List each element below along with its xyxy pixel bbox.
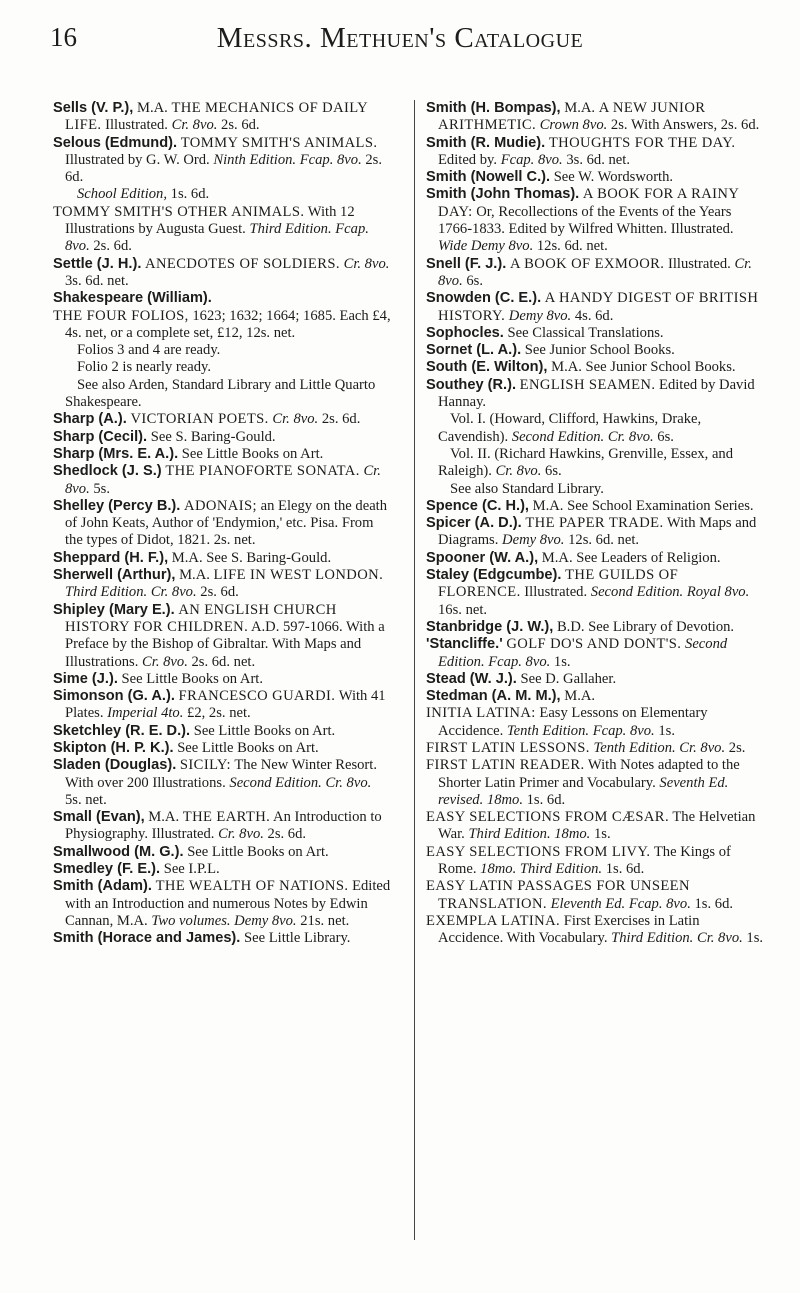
entry-title: THOUGHTS FOR THE DAY. — [548, 134, 736, 151]
entry-text: See W. Wordsworth. — [550, 169, 674, 186]
entry-title: EASY SELECTIONS FROM LIVY. — [426, 843, 651, 860]
catalogue-entry — [426, 567, 764, 619]
catalogue-entry — [426, 705, 764, 740]
entry-author: Selous (Edmund). — [53, 134, 178, 151]
catalogue-entry — [426, 325, 764, 342]
entry-author: Smallwood (M. G.). — [53, 843, 184, 860]
entry-format: Second Edition. Cr. 8vo. — [511, 428, 654, 445]
entry-title: TOMMY SMITH'S OTHER ANIMALS. — [53, 203, 305, 220]
entry-text: 1s. — [654, 722, 675, 739]
catalogue-entry — [53, 429, 391, 446]
catalogue-entry — [426, 186, 764, 255]
entry-author: Smith (H. Bompas), — [426, 100, 561, 116]
entry-author: Sharp (Mrs. E. A.). — [53, 445, 179, 462]
entry-format: Eleventh Ed. Fcap. 8vo. — [550, 895, 691, 912]
catalogue-entry — [426, 446, 764, 481]
entry-text: See Junior School Books. — [521, 342, 675, 359]
catalogue-entry — [426, 411, 764, 446]
catalogue-entry — [426, 550, 764, 567]
entry-title: A BOOK FOR A RAINY DAY: — [438, 186, 739, 220]
entry-text: See also Arden, Standard Library and Little Quarto Shakespeare. — [65, 376, 376, 411]
entry-author: Smith (Adam). — [53, 878, 152, 895]
catalogue-entry — [53, 359, 391, 376]
entry-title: SICILY: — [179, 757, 231, 774]
catalogue-entry — [53, 602, 391, 671]
catalogue-entry — [426, 256, 764, 291]
entry-author: Snowden (C. E.). — [426, 290, 542, 307]
entry-author: Staley (Edgcumbe). — [426, 567, 562, 584]
entry-author: Sells (V. P.), — [53, 100, 134, 116]
entry-title: LIFE IN WEST LONDON. — [213, 567, 384, 584]
entry-title: THE MECHANICS OF DAILY LIFE. — [65, 100, 368, 134]
catalogue-entry — [53, 688, 391, 723]
catalogue-column-right — [426, 100, 764, 948]
entry-text: With Maps and Diagrams. — [438, 515, 757, 549]
entry-author: Snell (F. J.). — [426, 255, 507, 272]
entry-text: M.A. See Leaders of Religion. — [538, 549, 721, 566]
entry-author: Sheppard (H. F.), — [53, 549, 169, 566]
entry-format: Ninth Edition. Fcap. 8vo. — [213, 151, 362, 168]
catalogue-entry — [426, 740, 764, 757]
catalogue-entry — [53, 204, 391, 256]
entry-text: 1623; 1632; 1664; 1685. Each £4, 4s. net, or a complete set, £12, 12s. net. — [65, 307, 391, 341]
catalogue-entry — [53, 844, 391, 861]
entry-format: Third Edition. Fcap. 8vo. — [65, 221, 369, 255]
entry-text: £2, 2s. net. — [183, 705, 251, 722]
entry-title: THE WEALTH OF NATIONS. — [155, 878, 349, 895]
entry-title: VICTORIAN POETS. — [130, 411, 269, 428]
entry-text: The New Winter Resort. With over 200 Illustrations. — [65, 757, 377, 791]
entry-author: Sime (J.). — [53, 670, 118, 687]
entry-format: Second Edition. Fcap. 8vo. — [438, 636, 728, 670]
entry-text: 21s. net. — [296, 912, 350, 929]
entry-format: Cr. 8vo. — [171, 117, 218, 134]
catalogue-entry — [426, 377, 764, 412]
entry-text: Vol. II. (Richard Hawkins, Grenville, Essex, and Raleigh). — [438, 445, 734, 480]
entry-text: An Introduction to Physiography. Illustrated. — [65, 809, 382, 843]
entry-text: M.A. — [133, 100, 172, 116]
entry-author: South (E. Wilton), — [426, 359, 548, 376]
catalogue-entry — [426, 619, 764, 636]
catalogue-entry — [426, 636, 764, 671]
entry-text: Illustrated by G. W. Ord. — [65, 151, 214, 168]
entry-title: THE EARTH. — [182, 809, 271, 826]
catalogue-entry — [426, 688, 764, 705]
entry-text: 1s. — [590, 826, 611, 843]
entry-text: 2s. 6d. net. — [187, 653, 256, 670]
entry-text: See Little Books on Art. — [178, 445, 324, 462]
catalogue-entry — [53, 861, 391, 878]
entry-format: Cr. 8vo. — [343, 255, 390, 272]
catalogue-entry — [426, 844, 764, 879]
entry-author: Smith (R. Mudie). — [426, 134, 546, 151]
entry-title: INITIA LATINA: — [426, 705, 536, 722]
entry-text: 1s. 6d. — [522, 791, 566, 808]
entry-author: Spence (C. H.), — [426, 497, 529, 514]
entry-text: 2s. 6d. — [89, 238, 132, 255]
catalogue-entry — [53, 930, 391, 947]
entry-text: First Exercises in Latin Accidence. With Vocabulary. — [438, 912, 700, 947]
entry-text: Folios 3 and 4 are ready. — [77, 342, 221, 359]
entry-author: Spooner (W. A.), — [426, 549, 539, 566]
entry-author: Simonson (G. A.). — [53, 688, 175, 705]
entry-text: 6s. — [541, 463, 562, 480]
entry-format: Cr. 8vo. — [495, 463, 542, 480]
catalogue-entry — [426, 359, 764, 376]
entry-title: EXEMPLA LATINA. — [426, 912, 561, 929]
entry-text: 2s. 6d. — [217, 117, 260, 134]
entry-author: Spicer (A. D.). — [426, 515, 522, 532]
entry-format: Demy 8vo. — [502, 532, 565, 549]
catalogue-entry — [53, 723, 391, 740]
entry-format: School Edition, — [77, 186, 167, 203]
entry-text: 4s. 6d. — [571, 307, 614, 324]
entry-text: Illustrated. — [520, 584, 591, 601]
entry-text: The Helvetian War. — [438, 809, 756, 843]
entry-text: Easy Lessons on Elementary Accidence. — [438, 705, 708, 739]
entry-title: THE GUILDS OF FLORENCE. — [438, 567, 679, 601]
entry-format: Second Edition. Cr. 8vo. — [229, 774, 372, 791]
entry-text: 2s. 6d. — [263, 826, 307, 843]
entry-text: See Little Books on Art. — [173, 739, 319, 756]
entry-author: Southey (R.). — [426, 376, 516, 393]
catalogue-entry — [426, 809, 764, 844]
entry-format: Second Edition. Royal 8vo. — [590, 584, 750, 601]
entry-title: A BOOK OF EXMOOR. — [509, 255, 665, 272]
catalogue-entry — [426, 100, 764, 135]
entry-text: M.A. — [560, 100, 599, 116]
catalogue-entry — [426, 757, 764, 809]
entry-format: 18mo. Third Edition. — [480, 861, 603, 878]
catalogue-entry — [426, 671, 764, 688]
entry-text: M.A. See S. Baring-Gould. — [168, 549, 332, 566]
entry-author: Shelley (Percy B.). — [53, 497, 181, 514]
entry-format: Demy 8vo. — [508, 307, 572, 324]
entry-title: EASY SELECTIONS FROM CÆSAR. — [426, 809, 669, 826]
catalogue-entry — [53, 256, 391, 291]
catalogue-entry — [426, 290, 764, 325]
catalogue-entry — [53, 135, 391, 187]
entry-author: 'Stancliffe.' — [426, 636, 503, 653]
entry-text: M.A. — [175, 567, 214, 584]
entry-author: Smedley (F. E.). — [53, 861, 161, 878]
entry-format: Two volumes. Demy 8vo. — [151, 912, 297, 929]
entry-text: 2s. — [725, 739, 746, 756]
entry-text: Vol. I. (Howard, Clifford, Hawkins, Drake, Cavendish). — [438, 411, 702, 445]
entry-text: See Little Library. — [240, 930, 351, 947]
catalogue-entry — [53, 463, 391, 498]
entry-text: 1s. 6d. — [690, 895, 734, 912]
entry-title: FRANCESCO GUARDI. — [178, 688, 336, 705]
entry-author: Settle (J. H.). — [53, 255, 142, 272]
entry-author: Stead (W. J.). — [426, 670, 517, 687]
entry-text: M.A. See Junior School Books. — [547, 359, 736, 376]
entry-text: 16s. net. — [438, 601, 488, 618]
entry-text: Edited with an Introduction and numerous Notes by Edwin Cannan, M.A. — [65, 878, 391, 929]
entry-text: M.A. — [560, 688, 596, 705]
entry-author: Smith (John Thomas). — [426, 186, 580, 203]
catalogue-entry — [53, 290, 391, 307]
entry-format: Imperial 4to. — [107, 705, 184, 722]
entry-title: AN ENGLISH CHURCH HISTORY FOR CHILDREN. — [65, 601, 337, 635]
entry-text: 12s. 6d. net. — [564, 532, 640, 549]
entry-title: A HANDY DIGEST OF BRITISH HISTORY. — [438, 290, 759, 324]
catalogue-entry — [53, 186, 391, 203]
entry-text: 1s. 6d. — [602, 861, 645, 878]
entry-author: Sophocles. — [426, 324, 504, 341]
entry-title: FIRST LATIN LESSONS. — [426, 739, 590, 756]
entry-text: 5s. net. — [65, 791, 107, 808]
entry-author: Skipton (H. P. K.). — [53, 739, 174, 756]
entry-author: Sketchley (R. E. D.). — [53, 722, 191, 739]
entry-text: With 41 Plates. — [65, 688, 386, 722]
entry-text: A.D. 597-1066. With a Preface by the Bishop of Gibraltar. With Maps and Illustrations. — [65, 618, 385, 670]
entry-format: Third Edition. Cr. 8vo. — [65, 584, 197, 601]
catalogue-entry — [426, 515, 764, 550]
entry-title: GOLF DO'S AND DONT'S. — [506, 636, 682, 653]
catalogue-entry — [53, 550, 391, 567]
entry-text: 1s. 6d. — [167, 186, 210, 203]
entry-title: THE FOUR FOLIOS, — [53, 307, 189, 324]
catalogue-entry — [53, 100, 391, 135]
entry-text: an Elegy on the death of John Keats, Author of 'Endymion,' etc. Pisa. From the types of Didot, 1821. 2s. net. — [65, 497, 388, 549]
entry-text: Or, Recollections of the Events of the Years 1766-1833. Edited by Wilfred Whitten. Illustrated. — [438, 203, 734, 238]
catalogue-entry — [426, 481, 764, 498]
catalogue-entry — [426, 169, 764, 186]
entry-format: Crown 8vo. — [539, 117, 608, 134]
entry-title: TOMMY SMITH'S ANIMALS. — [180, 134, 378, 151]
entry-text: M.A. See School Examination Series. — [528, 497, 754, 514]
entry-text: See Little Books on Art. — [117, 670, 264, 687]
catalogue-entry — [53, 498, 391, 550]
entry-text: 12s. 6d. net. — [533, 238, 608, 255]
column-divider — [414, 100, 415, 1240]
entry-title: ENGLISH SEAMEN. — [519, 376, 656, 393]
catalogue-entry — [426, 913, 764, 948]
catalogue-entry — [53, 411, 391, 428]
entry-author: Smith (Horace and James). — [53, 930, 241, 947]
entry-author: Shipley (Mary E.). — [53, 601, 175, 618]
entry-author: Sherwell (Arthur), — [53, 567, 176, 584]
entry-text: 6s. — [462, 272, 484, 289]
entry-author: Stedman (A. M. M.), — [426, 688, 561, 705]
entry-text: Edited by David Hannay. — [438, 376, 755, 411]
entry-format: Third Edition. 18mo. — [468, 826, 591, 843]
catalogue-entry — [53, 878, 391, 930]
entry-author: Smith (Nowell C.). — [426, 169, 551, 186]
entry-text: Edited by. — [438, 151, 501, 168]
entry-format: Cr. 8vo. — [142, 653, 188, 670]
page-header — [50, 22, 750, 62]
entry-text: See S. Baring-Gould. — [147, 428, 276, 445]
entry-author: Sornet (L. A.). — [426, 342, 522, 359]
catalogue-entry — [53, 740, 391, 757]
page-number: 16 — [50, 22, 77, 52]
entry-format: Tenth Edition. Fcap. 8vo. — [506, 722, 655, 739]
catalogue-entry — [53, 757, 391, 809]
entry-text: 1s. — [550, 653, 571, 670]
running-title: Messrs. Methuen's Catalogue — [216, 22, 584, 54]
catalogue-entry — [53, 377, 391, 412]
entry-title: A NEW JUNIOR ARITHMETIC. — [438, 100, 706, 134]
entry-text: 1s. — [742, 930, 764, 947]
catalogue-entry — [426, 342, 764, 359]
entry-title: ADONAIS; — [184, 497, 257, 514]
entry-format: Fcap. 8vo. — [500, 151, 563, 168]
entry-author: Sladen (Douglas). — [53, 757, 177, 774]
entry-text: See Little Books on Art. — [190, 722, 336, 739]
catalogue-entry — [53, 446, 391, 463]
entry-format: Cr. 8vo. — [65, 463, 381, 497]
entry-author: Shakespeare (William). — [53, 290, 212, 307]
entry-author: Sharp (A.). — [53, 411, 127, 428]
catalogue-entry — [426, 878, 764, 913]
entry-format: Seventh Ed. revised. 18mo. — [438, 774, 729, 808]
entry-text: See Classical Translations. — [503, 324, 664, 341]
entry-text: M.A. — [144, 809, 183, 826]
entry-author: Sharp (Cecil). — [53, 428, 148, 445]
entry-text: 5s. — [89, 480, 111, 497]
catalogue-entry — [53, 342, 391, 359]
entry-title: EASY LATIN PASSAGES FOR UNSEEN TRANSLATION. — [426, 878, 690, 912]
entry-title: ANECDOTES OF SOLDIERS. — [145, 255, 340, 272]
entry-title: FIRST LATIN READER. — [426, 757, 585, 774]
entry-text: 2s. 6d. — [318, 411, 361, 428]
entry-author: Stanbridge (J. W.), — [426, 618, 554, 635]
entry-text: 6s. — [653, 428, 674, 445]
entry-title: THE PIANOFORTE SONATA. — [165, 463, 360, 480]
entry-author: Small (Evan), — [53, 809, 145, 826]
entry-text: See also Standard Library. — [450, 480, 604, 497]
catalogue-entry — [426, 135, 764, 170]
catalogue-entry — [53, 308, 391, 343]
entry-format: Cr. 8vo. — [438, 255, 752, 289]
entry-text: 2s. With Answers, 2s. 6d. — [607, 117, 760, 134]
entry-text: 2s. 6d. — [196, 584, 239, 601]
entry-text: See I.P.L. — [160, 861, 220, 878]
catalogue-entry — [53, 809, 391, 844]
entry-text: B.D. See Library of Devotion. — [553, 618, 735, 635]
entry-text: 3s. 6d. net. — [562, 151, 630, 168]
catalogue-column-left — [53, 100, 391, 948]
catalogue-entry — [53, 671, 391, 688]
catalogue-entry — [53, 567, 391, 602]
entry-text: Folio 2 is nearly ready. — [77, 359, 212, 376]
entry-text: With Notes adapted to the Shorter Latin Primer and Vocabulary. — [438, 757, 740, 791]
entry-format: Cr. 8vo. — [272, 411, 319, 428]
entry-text: 3s. 6d. net. — [65, 272, 129, 289]
entry-format: Third Edition. Cr. 8vo. — [611, 930, 743, 947]
entry-format: Wide Demy 8vo. — [438, 238, 534, 255]
entry-text: See Little Books on Art. — [183, 843, 329, 860]
entry-text: 2s. 6d. — [65, 151, 382, 186]
entry-format: Cr. 8vo. — [218, 826, 264, 843]
entry-title: THE PAPER TRADE. — [525, 515, 664, 532]
entry-text: Illustrated. — [664, 255, 735, 272]
entry-author: Shedlock (J. S.) — [53, 463, 162, 480]
entry-text: With 12 Illustrations by Augusta Guest. — [65, 203, 355, 238]
entry-text: See D. Gallaher. — [516, 670, 617, 687]
entry-format: Tenth Edition. Cr. 8vo. — [593, 739, 726, 756]
catalogue-entry — [426, 498, 764, 515]
entry-text: Illustrated. — [101, 117, 172, 134]
entry-text: The Kings of Rome. — [438, 843, 731, 878]
